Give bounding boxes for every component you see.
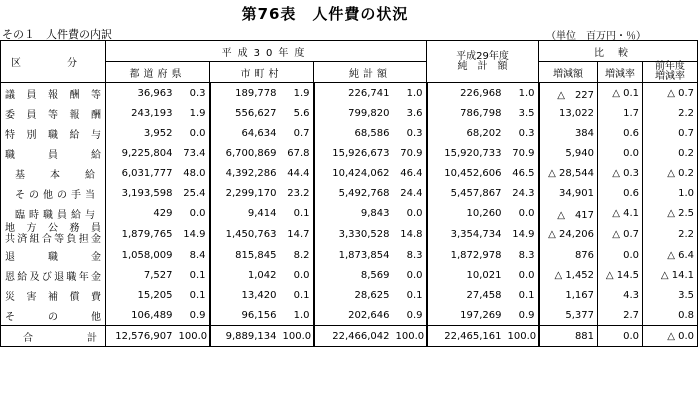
row-label: その他	[1, 305, 106, 326]
cell-pref-pct: 0.1	[176, 285, 210, 305]
cell-rate: △ 0.7	[598, 223, 643, 245]
section-subtitle: その１ 人件費の内訳	[2, 28, 112, 41]
cell-rate: 0.0	[598, 326, 643, 347]
cell-net-pct: 46.4	[393, 163, 427, 183]
table-row	[1, 143, 698, 163]
cell-rate: △ 14.5	[598, 265, 643, 285]
header-change-rate: 増減率	[598, 62, 643, 83]
cell-rate: △ 4.1	[598, 203, 643, 223]
cell-net-pct: 1.0	[393, 83, 427, 104]
row-label: 委員等報酬	[1, 103, 106, 123]
cell-pref: 3,952	[143, 127, 173, 139]
cell-diff: 881	[539, 326, 598, 347]
cell-net-pct: 0.0	[393, 265, 427, 285]
cell-muni: 556,627	[235, 107, 277, 119]
cell-pref-pct: 14.9	[176, 223, 210, 245]
cell-muni-pct: 14.7	[280, 223, 314, 245]
cell-diff: 384	[539, 123, 598, 143]
cell-diff: 13,022	[539, 103, 598, 123]
cell-rate: 0.6	[598, 123, 643, 143]
cell-muni: 189,778	[235, 87, 277, 99]
header-prev-rate-line2: 増減率	[655, 71, 686, 82]
cell-diff: 5,377	[539, 305, 598, 326]
cell-prev: △ 0.2	[643, 163, 698, 183]
cell-pref: 6,031,777	[121, 167, 173, 179]
cell-muni: 13,420	[241, 289, 277, 301]
cell-pref-pct: 73.4	[176, 143, 210, 163]
cell-prev: 2.2	[643, 223, 698, 245]
header-prefecture: 都道府県	[106, 62, 210, 83]
cell-h29: 27,458	[466, 289, 502, 301]
cell-diff: △ 28,544	[539, 163, 598, 183]
cell-pref-pct: 8.4	[176, 245, 210, 265]
row-label: 合計	[1, 326, 106, 347]
personnel-cost-table	[0, 40, 698, 347]
cell-h29: 786,798	[460, 107, 502, 119]
cell-pref-pct: 0.0	[176, 123, 210, 143]
table-row	[1, 83, 698, 104]
cell-h29-pct: 70.9	[505, 143, 539, 163]
cell-net-pct: 0.9	[393, 305, 427, 326]
row-label-line2: 共済組合等負担金	[5, 234, 101, 245]
cell-prev: △ 14.1	[643, 265, 698, 285]
row-label: 職員給	[1, 143, 106, 163]
cell-h29: 5,457,867	[450, 187, 502, 199]
cell-muni: 2,299,170	[225, 187, 277, 199]
cell-h29-pct: 1.0	[505, 83, 539, 104]
cell-muni-pct: 0.1	[280, 203, 314, 223]
cell-prev: 0.8	[643, 305, 698, 326]
cell-muni-pct: 44.4	[280, 163, 314, 183]
cell-pref: 12,576,907	[106, 326, 176, 347]
cell-diff: △ 1,452	[539, 265, 598, 285]
cell-net: 226,741	[348, 87, 390, 99]
cell-net-pct: 100.0	[393, 326, 427, 347]
cell-net-pct: 14.8	[393, 223, 427, 245]
row-label: 恩給及び退職年金	[1, 265, 106, 285]
cell-prev: 0.2	[643, 143, 698, 163]
cell-prev: △ 0.0	[643, 326, 698, 347]
cell-h29: 68,202	[466, 127, 502, 139]
cell-pref-pct: 100.0	[176, 326, 210, 347]
cell-muni: 9,889,134	[210, 326, 280, 347]
cell-muni-pct: 1.0	[280, 305, 314, 326]
cell-diff: △ 227	[539, 83, 598, 104]
row-label: 臨時職員給与	[1, 203, 106, 223]
cell-h29-pct: 0.0	[505, 203, 539, 223]
row-label	[1, 223, 106, 245]
cell-net-pct: 24.4	[393, 183, 427, 203]
cell-muni-pct: 5.6	[280, 103, 314, 123]
cell-pref: 3,193,598	[121, 187, 173, 199]
cell-muni: 4,392,286	[225, 167, 277, 179]
cell-muni: 1,042	[247, 269, 277, 281]
cell-prev: △ 6.4	[643, 245, 698, 265]
cell-net: 1,873,854	[338, 249, 390, 261]
cell-muni: 64,634	[241, 127, 277, 139]
cell-h29-pct: 0.3	[505, 123, 539, 143]
cell-pref: 7,527	[143, 269, 173, 281]
header-change-amount: 増減額	[539, 62, 598, 83]
header-fy30: 平成30年度	[106, 41, 427, 62]
header-municipality: 市町村	[210, 62, 314, 83]
cell-h29-pct: 8.3	[505, 245, 539, 265]
cell-h29-pct: 3.5	[505, 103, 539, 123]
cell-net: 3,330,528	[338, 228, 390, 240]
cell-prev: 0.7	[643, 123, 698, 143]
cell-diff: 1,167	[539, 285, 598, 305]
cell-net: 22,466,042	[314, 326, 393, 347]
cell-muni-pct: 8.2	[280, 245, 314, 265]
table-row	[1, 123, 698, 143]
cell-pref: 9,225,804	[121, 147, 173, 159]
cell-pref-pct: 0.3	[176, 83, 210, 104]
row-label: 退職金	[1, 245, 106, 265]
cell-diff: 876	[539, 245, 598, 265]
cell-pref: 1,058,009	[121, 249, 173, 261]
row-label: 災害補償費	[1, 285, 106, 305]
cell-net: 202,646	[348, 309, 390, 321]
cell-prev: 2.2	[643, 103, 698, 123]
cell-net: 5,492,768	[338, 187, 390, 199]
header-fy29-line2: 純 計 額	[457, 60, 508, 72]
cell-pref-pct: 1.9	[176, 103, 210, 123]
table-row	[1, 183, 698, 203]
cell-diff: 5,940	[539, 143, 598, 163]
cell-muni-pct: 0.1	[280, 285, 314, 305]
cell-net-pct: 3.6	[393, 103, 427, 123]
cell-muni-pct: 0.0	[280, 265, 314, 285]
cell-h29-pct: 24.3	[505, 183, 539, 203]
cell-net: 9,843	[360, 207, 390, 219]
cell-muni: 96,156	[241, 309, 277, 321]
cell-muni-pct: 1.9	[280, 83, 314, 104]
cell-h29-pct: 0.9	[505, 305, 539, 326]
cell-pref-pct: 0.1	[176, 265, 210, 285]
cell-pref-pct: 25.4	[176, 183, 210, 203]
row-label: 議員報酬等	[1, 83, 106, 104]
row-label: 特別職給与	[1, 123, 106, 143]
table-row	[1, 265, 698, 285]
cell-muni-pct: 67.8	[280, 143, 314, 163]
total-row	[1, 326, 698, 347]
cell-pref-pct: 0.9	[176, 305, 210, 326]
table-row	[1, 245, 698, 265]
cell-h29: 10,260	[466, 207, 502, 219]
cell-h29-pct: 0.1	[505, 285, 539, 305]
cell-pref-pct: 0.0	[176, 203, 210, 223]
cell-h29: 3,354,734	[450, 228, 502, 240]
cell-net: 68,586	[354, 127, 390, 139]
cell-h29-pct: 46.5	[505, 163, 539, 183]
page-title: 第76表 人件費の状況	[241, 5, 409, 23]
cell-h29-pct: 0.0	[505, 265, 539, 285]
header-comparison: 比較	[539, 41, 698, 62]
cell-h29: 226,968	[460, 87, 502, 99]
cell-pref: 429	[153, 207, 173, 219]
cell-prev: 3.5	[643, 285, 698, 305]
row-label: 基本給	[1, 163, 106, 183]
cell-pref: 243,193	[131, 107, 173, 119]
header-net-total: 純計額	[314, 62, 427, 83]
table-row	[1, 203, 698, 223]
table-row	[1, 103, 698, 123]
cell-muni: 1,450,763	[225, 228, 277, 240]
cell-net: 15,926,673	[332, 147, 390, 159]
cell-h29-pct: 100.0	[505, 326, 539, 347]
cell-rate: 2.7	[598, 305, 643, 326]
cell-h29: 1,872,978	[450, 249, 502, 261]
cell-rate: △ 0.3	[598, 163, 643, 183]
cell-rate: 4.3	[598, 285, 643, 305]
cell-prev: △ 2.5	[643, 203, 698, 223]
cell-rate: 1.7	[598, 103, 643, 123]
header-fy29-line1: 平成29年度	[456, 50, 509, 62]
header-prev-rate	[643, 62, 698, 83]
header-kubun: 区 分	[1, 41, 106, 83]
cell-h29: 15,920,733	[444, 147, 502, 159]
cell-net-pct: 0.3	[393, 123, 427, 143]
cell-h29-pct: 14.9	[505, 223, 539, 245]
cell-prev: 1.0	[643, 183, 698, 203]
cell-pref: 15,205	[137, 289, 173, 301]
cell-net-pct: 70.9	[393, 143, 427, 163]
cell-h29: 197,269	[460, 309, 502, 321]
cell-h29: 10,021	[466, 269, 502, 281]
row-label: その他の手当	[1, 183, 106, 203]
cell-muni-pct: 0.7	[280, 123, 314, 143]
cell-net: 8,569	[360, 269, 390, 281]
cell-muni-pct: 100.0	[280, 326, 314, 347]
cell-muni: 9,414	[247, 207, 277, 219]
cell-pref: 36,963	[137, 87, 173, 99]
table-row	[1, 223, 698, 245]
cell-prev: △ 0.7	[643, 83, 698, 104]
header-prev-rate-line1: 前年度	[655, 61, 686, 72]
cell-rate: △ 0.1	[598, 83, 643, 104]
cell-diff: 34,901	[539, 183, 598, 203]
cell-muni: 815,845	[235, 249, 277, 261]
cell-h29: 10,452,606	[444, 167, 502, 179]
table-row	[1, 163, 698, 183]
row-label-line1: 地方公務員	[5, 223, 101, 234]
cell-rate: 0.0	[598, 143, 643, 163]
cell-muni: 6,700,869	[225, 147, 277, 159]
cell-net: 10,424,062	[332, 167, 390, 179]
cell-net: 799,820	[348, 107, 390, 119]
cell-pref: 1,879,765	[121, 228, 173, 240]
cell-pref: 106,489	[131, 309, 173, 321]
cell-rate: 0.6	[598, 183, 643, 203]
cell-pref-pct: 48.0	[176, 163, 210, 183]
cell-net-pct: 8.3	[393, 245, 427, 265]
cell-rate: 0.0	[598, 245, 643, 265]
cell-net: 28,625	[354, 289, 390, 301]
unit-note: （単位 百万円・％）	[546, 31, 646, 42]
cell-net-pct: 0.1	[393, 285, 427, 305]
table-row	[1, 305, 698, 326]
table-body	[1, 83, 698, 347]
cell-h29: 22,465,161	[427, 326, 505, 347]
cell-diff: △ 24,206	[539, 223, 598, 245]
header-fy29	[427, 41, 539, 83]
table-row	[1, 285, 698, 305]
cell-muni-pct: 23.2	[280, 183, 314, 203]
cell-diff: △ 417	[539, 203, 598, 223]
cell-net-pct: 0.0	[393, 203, 427, 223]
